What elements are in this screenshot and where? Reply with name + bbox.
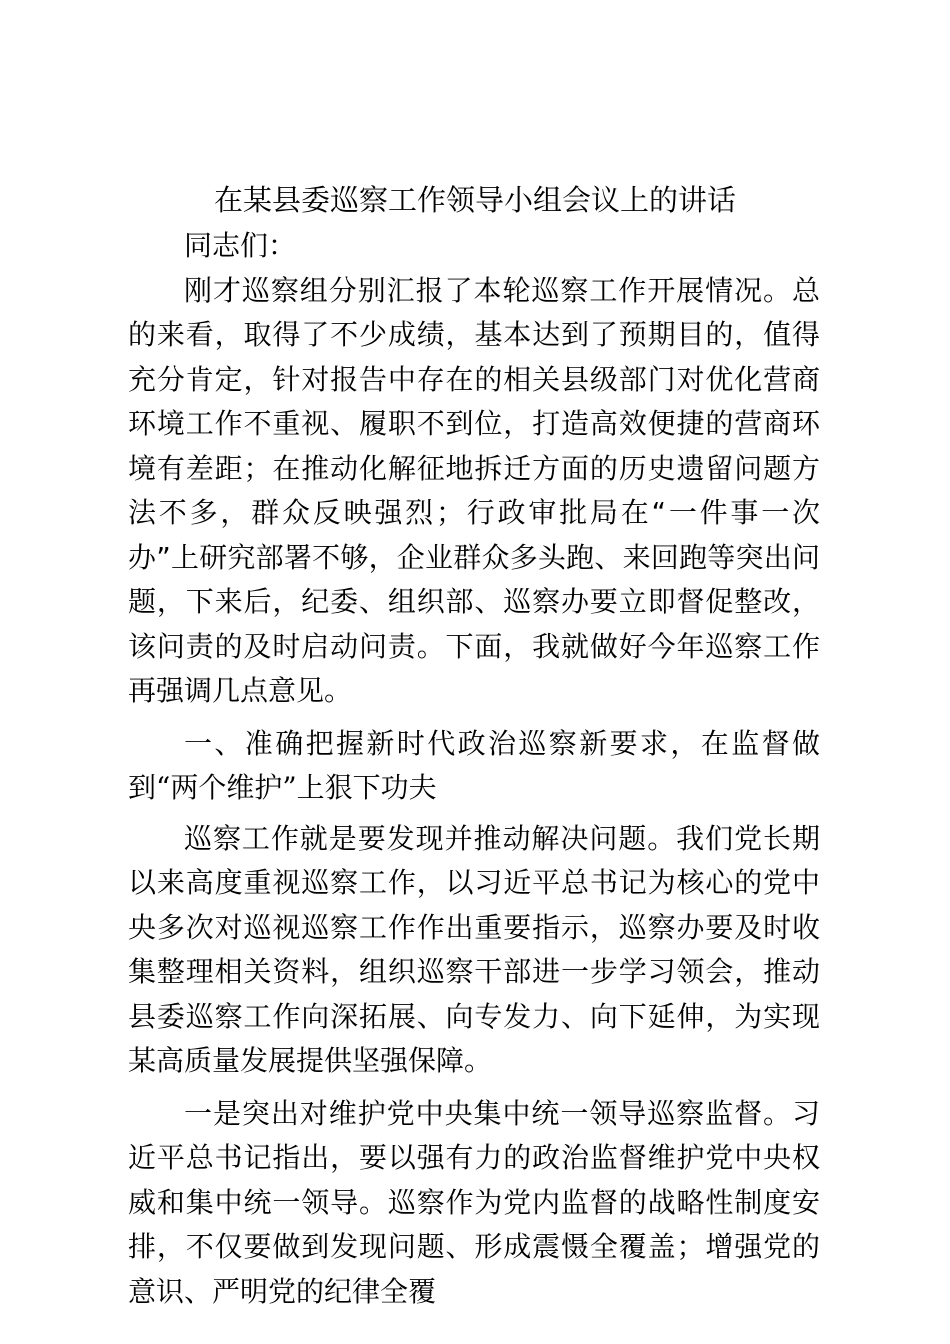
paragraph-point-1: 一是突出对维护党中央集中统一领导巡察监督。习近平总书记指出，要以强有力的政治监督维护党中央权威和集中统一领导。巡察作为党内监督的战略性制度安排，不仅要做到发现问题、形成震慑全覆盖；增强党的意识、严明党的纪律全覆 xyxy=(128,1096,820,1308)
document-title: 在某县委巡察工作领导小组会议上的讲话 xyxy=(213,183,736,217)
document-body xyxy=(128,224,820,1314)
section-heading-1: 一、准确把握新时代政治巡察新要求，在监督做到“两个维护”上狠下功夫 xyxy=(128,726,820,804)
salutation: 同志们： xyxy=(184,229,297,262)
paragraph-section-1: 巡察工作就是要发现并推动解决问题。我们党长期以来高度重视巡察工作，以习近平总书记为核心的党中央多次对巡视巡察工作作出重要指示，巡察办要及时收集整理相关资料，组织巡察干部进一步学习领会，推动县委巡察工作向深拓展、向专发力、向下延伸，为实现某高质量发展提供坚强保障。 xyxy=(128,821,820,1077)
paragraph-intro: 刚才巡察组分别汇报了本轮巡察工作开展情况。总的来看，取得了不少成绩，基本达到了预期目的，值得充分肯定，针对报告中存在的相关县级部门对优化营商环境工作不重视、履职不到位，打造高效便捷的营商环境有差距；在推动化解征地拆迁方面的历史遗留问题方法不多，群众反映强烈；行政审批局在“一件事一次办”上研究部署不够，企业群众多头跑、来回跑等突出问题，下来后，纪委、组织部、巡察办要立即督促整改，该问责的及时启动问责。下面，我就做好今年巡察工作再强调几点意见。 xyxy=(128,273,820,707)
